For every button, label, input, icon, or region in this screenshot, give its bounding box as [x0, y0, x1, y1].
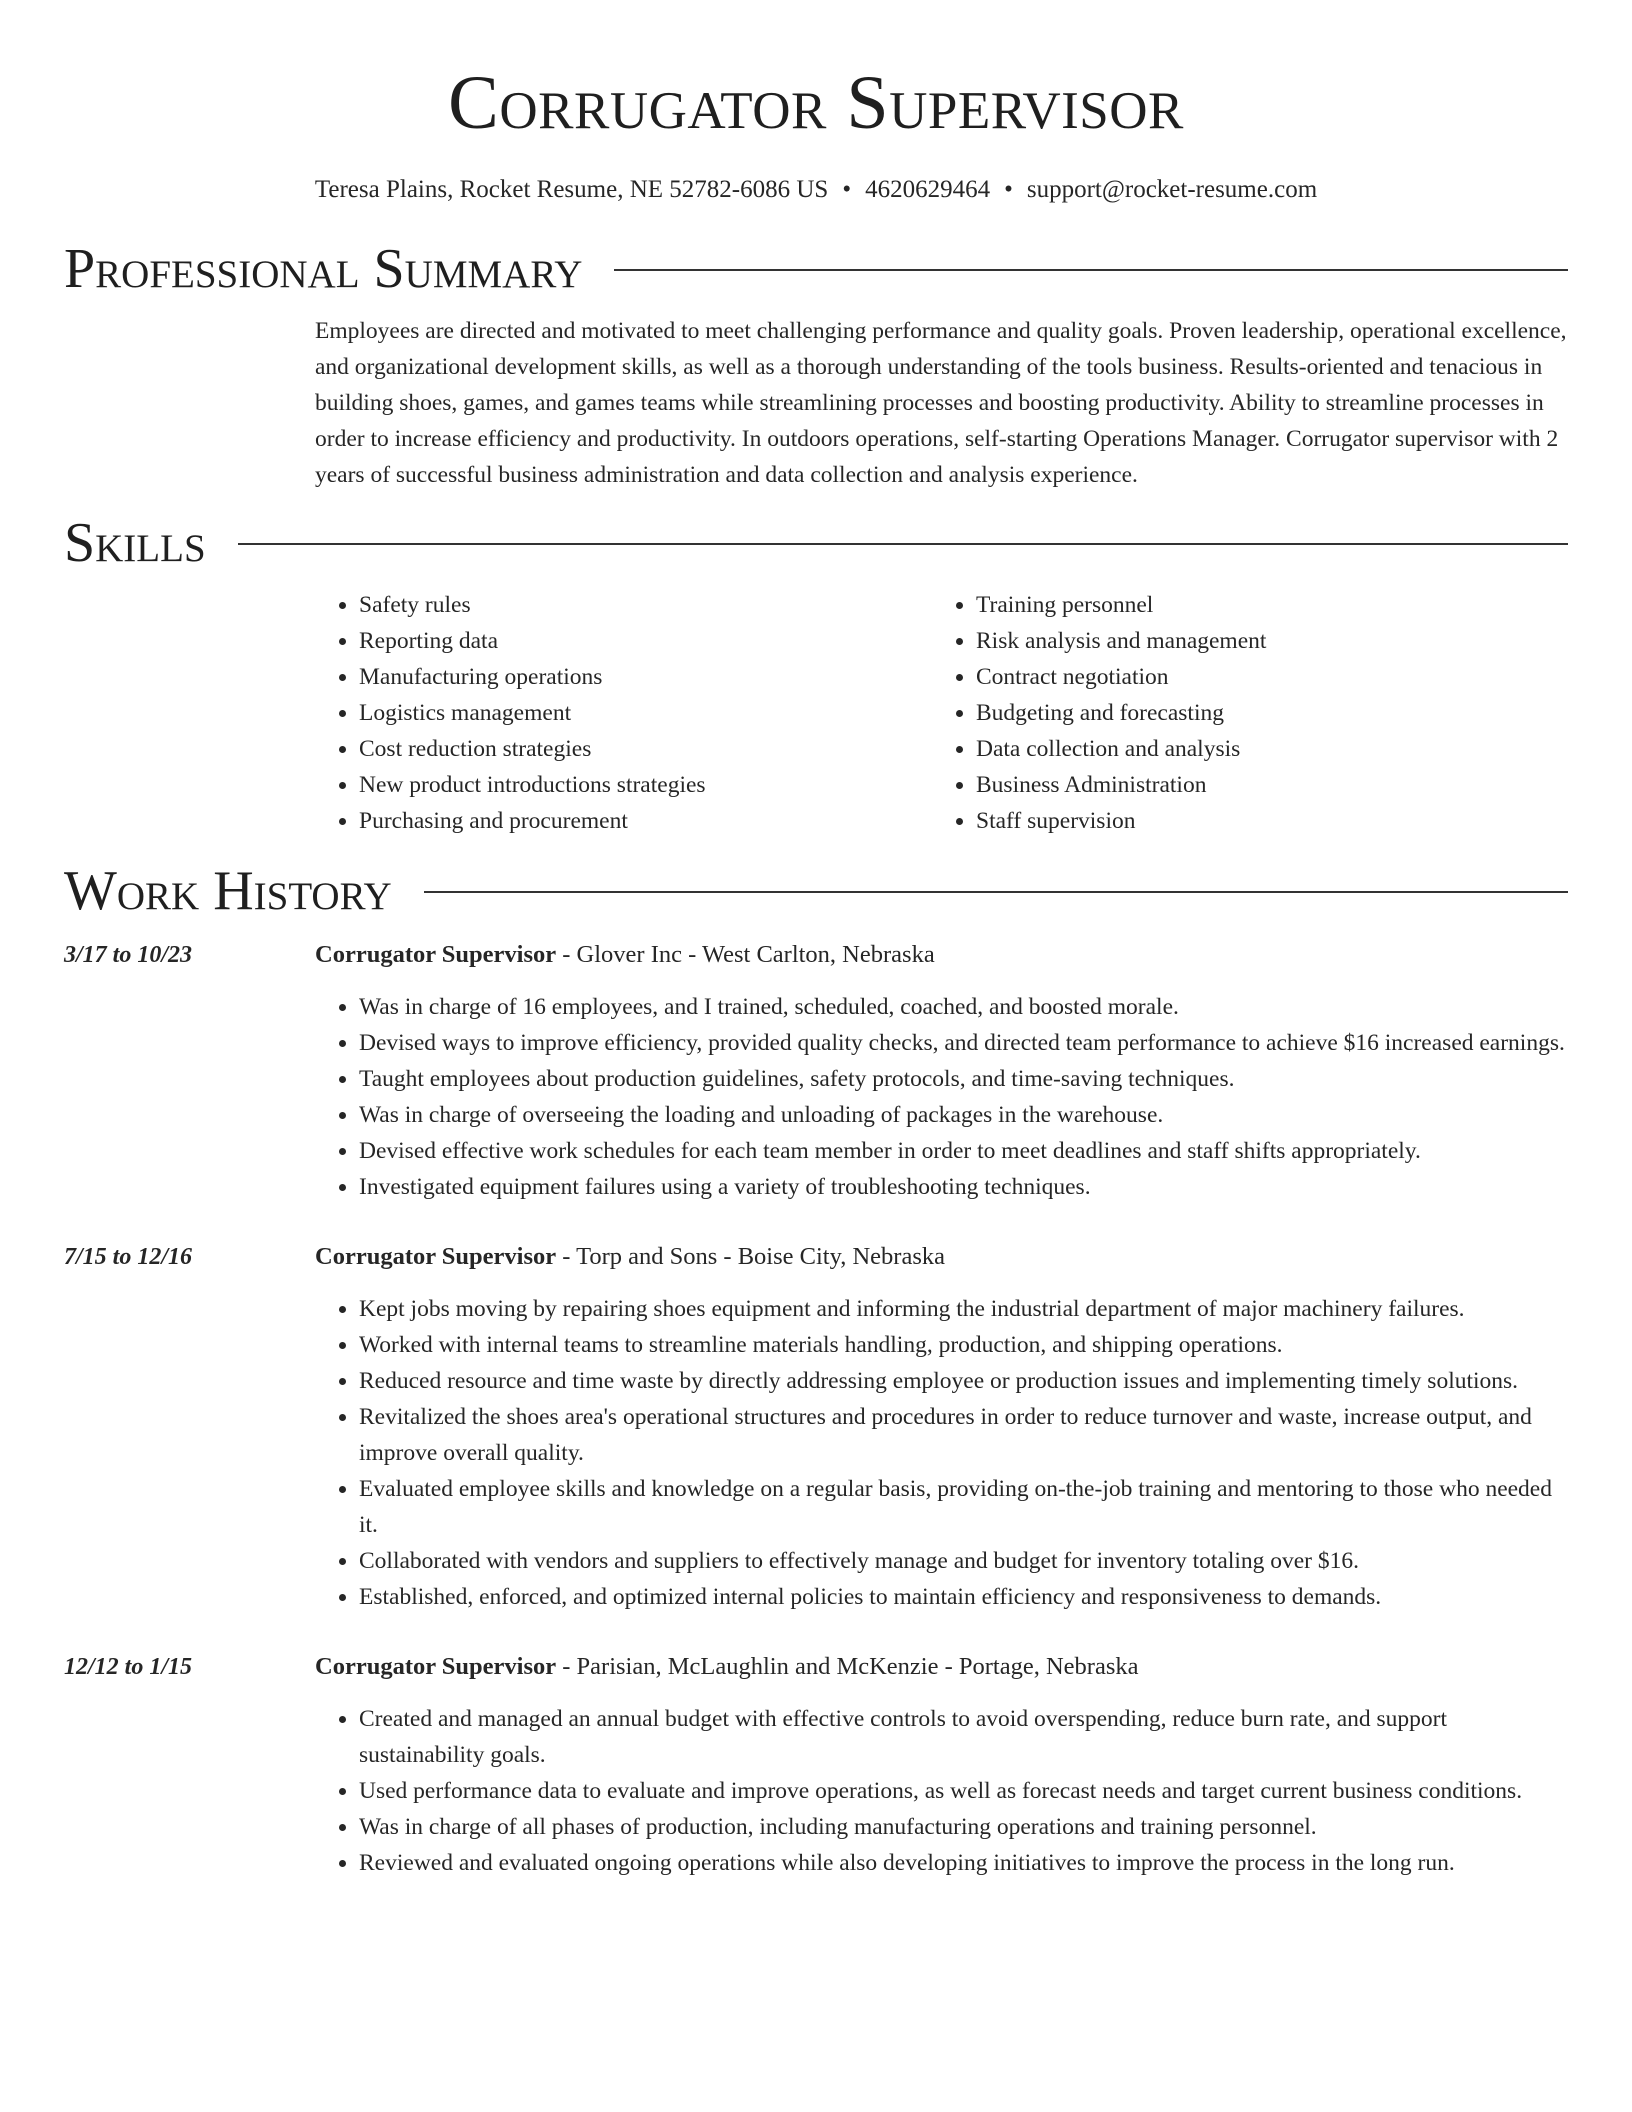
skills-column-right	[932, 587, 1549, 839]
job-bullet: • Devised ways to improve efficiency, provided quality checks, and directed team performance to achieve $16 increased earnings.	[359, 1025, 1568, 1061]
section-divider	[614, 269, 1568, 271]
skill-item: • Purchasing and procurement	[359, 803, 932, 839]
skill-item: • Data collection and analysis	[976, 731, 1549, 767]
job-bullet: • Investigated equipment failures using a variety of troubleshooting techniques.	[359, 1169, 1568, 1205]
job-bullet: • Used performance data to evaluate and improve operations, as well as forecast needs and target current business conditions.	[359, 1773, 1568, 1809]
job-bullets	[315, 1701, 1568, 1881]
job-content	[315, 1649, 1568, 1881]
skills-left-list	[315, 587, 932, 839]
job-title: Corrugator Supervisor	[315, 1243, 557, 1270]
job-header	[315, 1239, 1568, 1275]
job-bullet: • Kept jobs moving by repairing shoes equipment and informing the industrial department of major machinery failures.	[359, 1291, 1568, 1327]
job-bullet: • Evaluated employee skills and knowledge on a regular basis, providing on-the-job training and mentoring to those who needed it.	[359, 1471, 1568, 1543]
summary-section-header	[64, 238, 1568, 300]
job-employer-location: - Glover Inc - West Carlton, Nebraska	[556, 941, 935, 968]
contact-separator: •	[842, 176, 852, 203]
skill-item: • Staff supervision	[976, 803, 1549, 839]
contact-phone: 4620629464	[865, 176, 991, 203]
job-dates: 7/15 to 12/16	[64, 1244, 193, 1270]
job-entry	[64, 937, 1568, 1205]
job-bullet: • Worked with internal teams to streamline materials handling, production, and shipping operations.	[359, 1327, 1568, 1363]
skill-item: • Cost reduction strategies	[359, 731, 932, 767]
job-bullet: • Reduced resource and time waste by directly addressing employee or production issues and implementing timely solutions.	[359, 1363, 1568, 1399]
skill-item: • Manufacturing operations	[359, 659, 932, 695]
job-header	[315, 1649, 1568, 1685]
section-divider	[238, 543, 1568, 545]
job-bullet: • Was in charge of 16 employees, and I trained, scheduled, coached, and boosted morale.	[359, 989, 1568, 1025]
job-content	[315, 1239, 1568, 1615]
job-entry	[64, 1649, 1568, 1881]
resume-name: Corrugator Supervisor	[448, 61, 1184, 145]
job-title: Corrugator Supervisor	[315, 1653, 557, 1680]
skill-item: • New product introductions strategies	[359, 767, 932, 803]
work-section-title: Work History	[64, 860, 392, 922]
job-employer-location: - Parisian, McLaughlin and McKenzie - Portage, Nebraska	[556, 1653, 1139, 1680]
job-entry	[64, 1239, 1568, 1615]
contact-email: support@rocket-resume.com	[1026, 176, 1318, 203]
section-divider	[424, 891, 1568, 893]
job-title: Corrugator Supervisor	[315, 941, 557, 968]
job-content	[315, 937, 1568, 1205]
job-bullet: • Collaborated with vendors and suppliers to effectively manage and budget for inventory totaling over $16.	[359, 1543, 1568, 1579]
work-section-header	[64, 860, 1568, 922]
job-dates: 3/17 to 10/23	[64, 942, 193, 968]
skill-item: • Logistics management	[359, 695, 932, 731]
contact-line	[64, 175, 1568, 205]
contact-address: Teresa Plains, Rocket Resume, NE 52782-6086 US	[314, 176, 829, 203]
job-bullet: • Created and managed an annual budget with effective controls to avoid overspending, reduce burn rate, and support sustainability goals.	[359, 1701, 1568, 1773]
skills-list	[315, 587, 1568, 839]
skill-item: • Reporting data	[359, 623, 932, 659]
summary-section-title: Professional Summary	[64, 238, 583, 300]
job-dates: 12/12 to 1/15	[64, 1654, 193, 1680]
job-employer-location: - Torp and Sons - Boise City, Nebraska	[556, 1243, 946, 1270]
job-bullet: • Established, enforced, and optimized internal policies to maintain efficiency and responsiveness to demands.	[359, 1579, 1568, 1615]
job-bullet: • Was in charge of all phases of production, including manufacturing operations and training personnel.	[359, 1809, 1568, 1845]
job-bullet: • Revitalized the shoes area's operational structures and procedures in order to reduce turnover and waste, increase output, and improve overall quality.	[359, 1399, 1568, 1471]
job-bullet: • Was in charge of overseeing the loading and unloading of packages in the warehouse.	[359, 1097, 1568, 1133]
skills-section-title: Skills	[64, 512, 206, 574]
skill-item: • Contract negotiation	[976, 659, 1549, 695]
skill-item: • Safety rules	[359, 587, 932, 623]
job-header	[315, 937, 1568, 973]
summary-text: Employees are directed and motivated to meet challenging performance and quality goals. Proven leadership, operational excellence, and organizational development skills, as well as a thorough understanding of the tools business. Results-oriented and tenacious in building shoes, games, and games teams while streamlining processes and boosting productivity. Ability to streamline processes in order to increase efficiency and productivity. In outdoors operations, self-starting Operations Manager. Corrugator supervisor with 2 years of successful business administration and data collection and analysis experience.	[315, 318, 1567, 488]
skill-item: • Risk analysis and management	[976, 623, 1549, 659]
job-bullet: • Devised effective work schedules for each team member in order to meet deadlines and staff shifts appropriately.	[359, 1133, 1568, 1169]
skills-column-left	[315, 587, 932, 839]
skill-item: • Training personnel	[976, 587, 1549, 623]
skill-item: • Business Administration	[976, 767, 1549, 803]
skills-section-header	[64, 512, 1568, 574]
job-bullet: • Taught employees about production guidelines, safety protocols, and time-saving techniques.	[359, 1061, 1568, 1097]
job-bullets	[315, 989, 1568, 1205]
job-bullets	[315, 1291, 1568, 1615]
job-bullet: • Reviewed and evaluated ongoing operations while also developing initiatives to improve the process in the long run.	[359, 1845, 1568, 1881]
skill-item: • Budgeting and forecasting	[976, 695, 1549, 731]
contact-separator: •	[1004, 176, 1013, 203]
skills-right-list	[932, 587, 1549, 839]
